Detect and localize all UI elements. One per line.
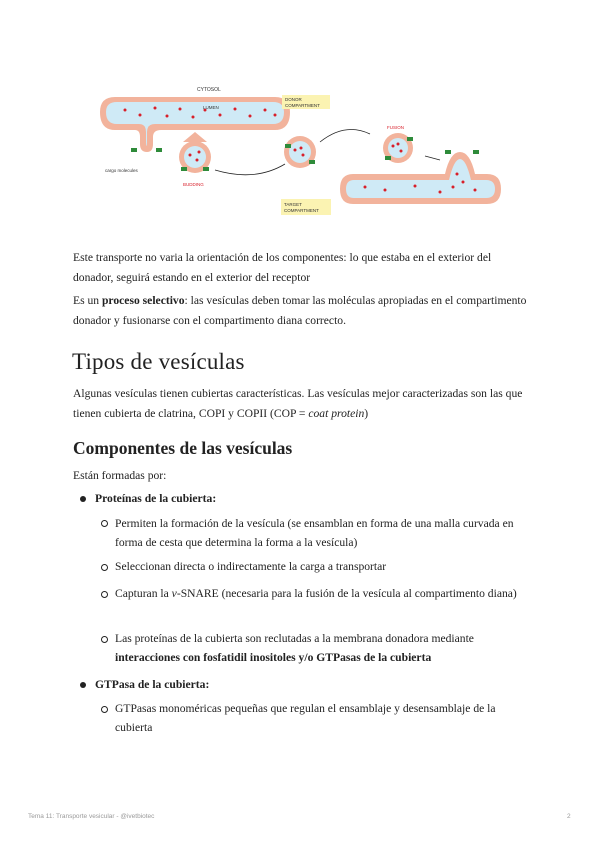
sub-bullet xyxy=(101,636,108,643)
p2-rest: : las vesículas deben tomar las moléculas apropiadas en el compartimento donador y fusionarse con el compartimento diana correcto. xyxy=(73,294,527,327)
sub-bullet xyxy=(101,520,108,527)
label-lumen: LUMEN xyxy=(203,105,219,110)
vesicle-transport-diagram xyxy=(95,82,505,222)
sub-bullet xyxy=(101,706,108,713)
tipos-italic: coat protein xyxy=(308,407,365,420)
heading-componentes: Componentes de las vesículas xyxy=(73,438,293,458)
sub4-bold: interacciones con fosfatidil inositoles y/o GTPasas de la cubierta xyxy=(115,651,432,664)
sub3-a: Capturan la xyxy=(115,587,172,600)
list-item-gtpasa: GTPasa de la cubierta: xyxy=(95,678,210,691)
sub3-b: -SNARE (necesaria para la fusión de la vesícula al compartimento diana) xyxy=(176,587,517,600)
label-donor: DONOR xyxy=(285,97,302,102)
tipos-close: ) xyxy=(364,407,369,420)
paragraph-orientation: Este transporte no varia la orientación de los componentes: lo que estaba en el exterior del donador, seguirá estando en el exterior del receptor xyxy=(73,251,492,284)
sub-item-capturan xyxy=(115,584,530,603)
paragraph-selective xyxy=(73,291,528,331)
sub-bullet xyxy=(101,591,108,598)
footer-title: Tema 11: Transporte vesicular - @ivetbiotec xyxy=(28,813,155,820)
list-item-proteinas: Proteínas de la cubierta: xyxy=(95,492,217,505)
bullet xyxy=(80,682,86,688)
label-target-2: COMPARTMENT xyxy=(284,208,319,213)
sub4-a: Las proteínas de la cubierta son reclutadas a la membrana donadora mediante xyxy=(115,632,474,645)
label-budding: BUDDING xyxy=(183,182,204,187)
sub-bullet xyxy=(101,564,108,571)
sub3-italic: v xyxy=(171,587,177,600)
label-cargo: cargo molecules xyxy=(105,168,138,173)
sub-item-permiten: Permiten la formación de la vesícula (se ensamblan en forma de una malla curvada en forma de cesta que determina la forma a la vesícula) xyxy=(115,517,514,549)
p2-bold: proceso selectivo xyxy=(101,294,185,307)
tipos-text: Algunas vesículas tienen cubiertas características. Las vesículas mejor caracterizadas son las que tienen cubierta de clatrina, COPI y COPII (COP = xyxy=(73,387,523,420)
sub-item-seleccionan: Seleccionan directa o indirectamente la carga a transportar xyxy=(115,560,387,573)
sub-item-reclutadas xyxy=(115,629,530,667)
sub-item-gtpasas: GTPasas monoméricas pequeñas que regulan el ensamblaje y desensamblaje de la cubierta xyxy=(115,702,496,734)
paragraph-tipos xyxy=(73,384,528,424)
bullet xyxy=(80,496,86,502)
paragraph-comp-intro: Están formadas por: xyxy=(73,469,167,482)
label-cytosol: CYTOSOL xyxy=(197,87,221,93)
label-target: TARGET xyxy=(284,202,302,207)
heading-tipos: Tipos de vesículas xyxy=(72,349,245,374)
page-number: 2 xyxy=(567,813,571,820)
label-fusion: FUSION xyxy=(387,125,405,130)
label-donor-2: COMPARTMENT xyxy=(285,103,320,108)
p2-prefix: Es un xyxy=(73,294,102,307)
